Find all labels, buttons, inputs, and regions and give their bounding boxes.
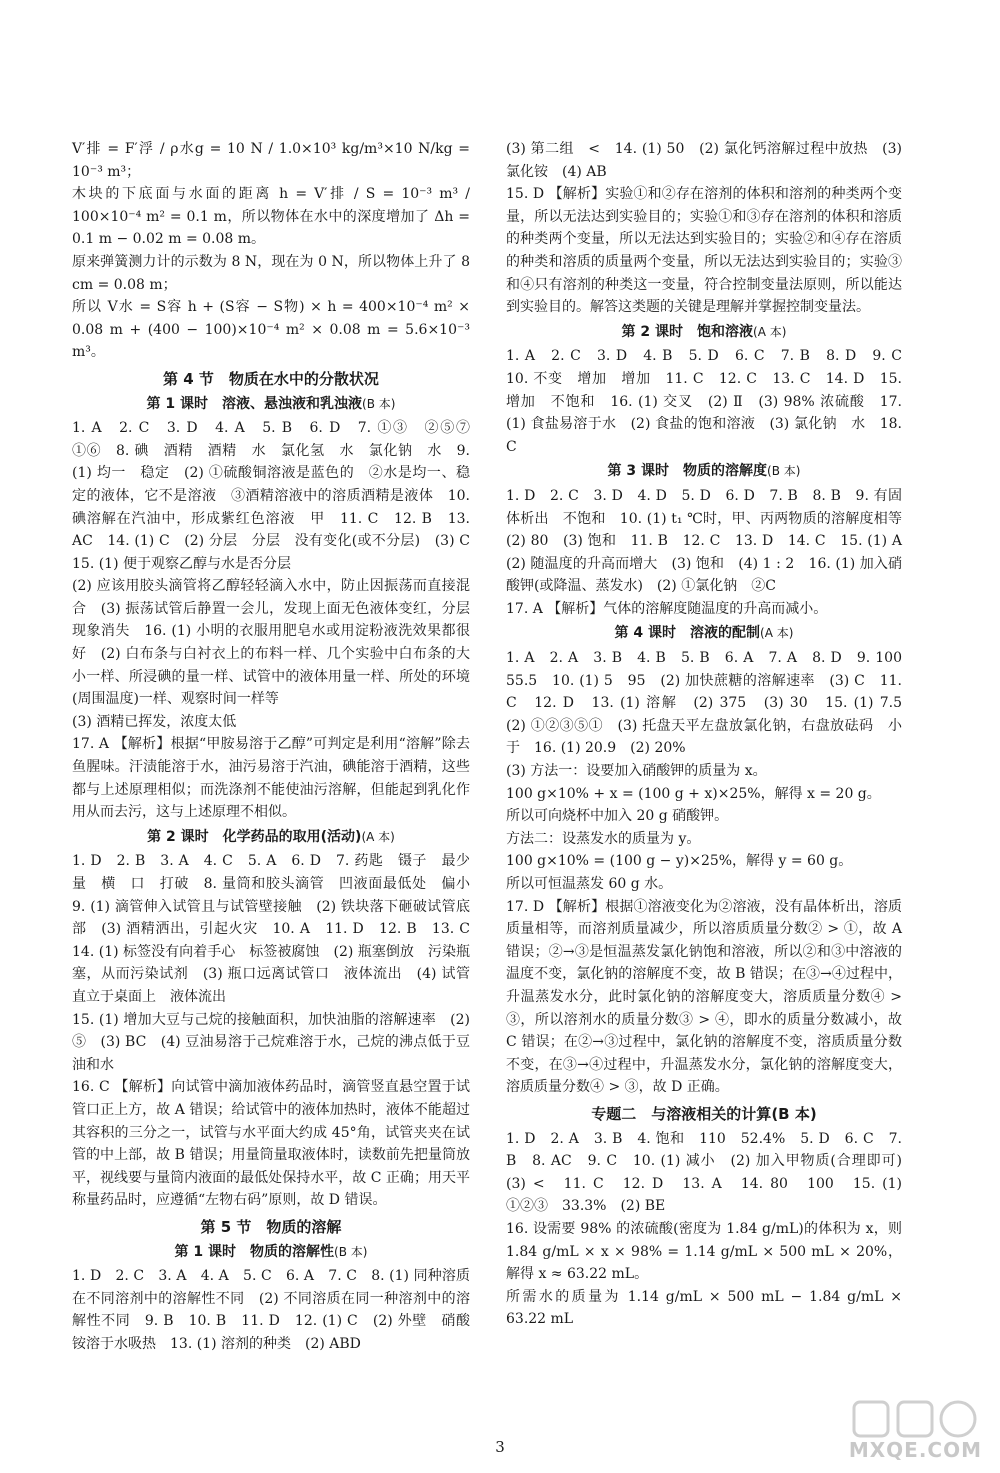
answer-paragraph: 方法二：设蒸发水的质量为 y。	[506, 830, 701, 847]
answer-paragraph: (3) 第二组 < 14. (1) 50 (2) 氯化钙溶解过程中放热 (3) 氯化铵 (4) AB	[506, 141, 902, 180]
heading-book-tag: (A 本)	[361, 829, 395, 844]
watermark-text: MXQE.COM	[848, 1438, 982, 1462]
page-number: 3	[495, 1438, 505, 1456]
section-heading	[72, 1216, 470, 1239]
answer-paragraph: 所以可恒温蒸发 60 g 水。	[506, 876, 673, 892]
section-heading	[72, 368, 470, 391]
lesson-heading	[72, 1241, 470, 1264]
heading-title: 专题二 与溶液相关的计算	[591, 1104, 772, 1123]
heading-title: 第 4 节 物质在水中的分散状况	[163, 369, 379, 388]
answer-paragraph: 100 g×10% = (100 g − y)×25%，解得 y = 60 g。	[506, 853, 853, 870]
lesson-heading	[72, 393, 470, 416]
answer-paragraph: (3) 酒精已挥发，浓度太低	[72, 713, 237, 730]
answer-paragraph: 15. (1) 增加大豆与己烷的接触面积，加快油脂的溶解速率 (2) ⑤ (3) BC (4) 豆油易溶于己烷难溶于水，己烷的沸点低于豆油和水	[72, 1011, 470, 1073]
answer-paragraph: 1. D 2. A 3. B 4. 饱和 110 52.4% 5. D 6. C 7. B 8. AC 9. C 10. (1) 减小 (2) 加入甲物质(合理即可) (3) < 11. C 12. D 13. A 14. 80 100 15. (1) ①②③ 33.3% (2) BE	[506, 1130, 916, 1215]
heading-book-tag: (B 本)	[767, 464, 801, 479]
answer-paragraph: 17. A 【解析】根据“甲胺易溶于乙醇”可判定是利用“溶解”除去鱼腥味。汗渍能溶于水，油污易溶于汽油，碘能溶于酒精，这些都与上述原理相似；而洗涤剂不能使油污溶解，但能起到乳化作用从而去污，这与上述原理不相似。	[72, 736, 470, 821]
answer-paragraph: 17. A 【解析】气体的溶解度随温度的升高而减小。	[506, 600, 828, 617]
answer-paragraph: 1. A 2. C 3. D 4. B 5. D 6. C 7. B 8. D 9. C 10. 不变 增加 增加 11. C 12. C 13. C 14. D 15. 增加 不饱和 16. (1) 交叉 (2) Ⅱ (3) 98% 浓硫酸 17. (1) 食盐易溶于水 (2) 食盐的饱和溶液 (3) 氯化钠 水 18. C	[506, 348, 916, 455]
heading-title: 第 3 课时 物质的溶解度	[607, 463, 768, 480]
answer-paragraph: 原来弹簧测力计的示数为 8 N，现在为 0 N，所以物体上升了 8 cm = 0.08 m；	[72, 253, 470, 293]
lesson-heading	[506, 622, 902, 645]
heading-title: 第 1 课时 物质的溶解性	[174, 1243, 335, 1260]
answer-paragraph: 1. D 2. C 3. D 4. D 5. D 6. D 7. B 8. B 9. 有固体析出 不饱和 10. (1) t₁ ℃时，甲、丙两物质的溶解度相等 (2) 80 (3) 饱和 11. B 12. C 13. D 14. C 15. (1) A (2) 随温度的升高而增大 (3) 饱和 (4) 1 : 2 16. (1) 加入硝酸钾(或降温、蒸发水) (2) ①氯化钠 ②C	[506, 487, 916, 595]
right-column	[506, 138, 916, 1331]
answer-paragraph: 1. A 2. A 3. B 4. B 5. B 6. A 7. A 8. D 9. 100 55.5 10. (1) 5 95 (2) 加快蔗糖的溶解速率 (3) C 11. C 12. D 13. (1) 溶解 (2) 375 (3) 30 15. (1) 7.5 (2) ①②③⑤① (3) 托盘天平左盘放氯化钠，右盘放砝码 小于 16. (1) 20.9 (2) 20%	[506, 650, 916, 757]
heading-title: 第 5 节 物质的溶解	[200, 1217, 342, 1236]
heading-title: 第 2 课时 化学药品的取用(活动)	[147, 828, 362, 845]
answer-paragraph: 17. D 【解析】根据①溶液变化为②溶液，没有晶体析出，溶质质量相等，而溶剂质量减少，所以溶质质量分数② > ①，故 A 错误；②→③是恒温蒸发氯化钠饱和溶液，所以②和③中溶液的温度不变，氯化钠的溶解度不变，故 B 错误；在③→④过程中，升温蒸发水分，此时氯化钠的溶解度变大，溶质质量分数④ > ③，所以溶剂水的质量分数③ > ④，即水的质量分数减小，故 C 错误；在②→③过程中，氯化钠的溶解度不变，溶质质量分数不变，在③→④过程中，升温蒸发水分，氯化钠的溶解度变大，溶质质量分数④ > ③，故 D 正确。	[506, 898, 902, 1096]
answer-paragraph: 木块的下底面与水面的距离 h = V′排 / S = 10⁻³ m³ / 100×10⁻⁴ m² = 0.1 m，所以物体在水中的深度增加了 Δh = 0.1 m − 0.02 m = 0.08 m。	[72, 186, 470, 248]
answer-paragraph: (2) 应该用胶头滴管将乙醇轻轻滴入水中，防止因振荡而直接混合 (3) 振荡试管后静置一会儿，发现上面无色液体变红，分层现象消失 16. (1) 小明的衣服用肥皂水或用淀粉液洗效果都很好 (2) 白布条与白衬衣上的布料一样、几个实验中白布条的大小一样、所浸碘的量一样、试管中的液体用量一样、所处的环境(周围温度)一样、观察时间一样等	[72, 578, 470, 708]
lesson-heading	[506, 321, 902, 344]
left-column	[72, 138, 484, 1355]
answer-paragraph: 100 g×10% + x = (100 g + x)×25%，解得 x = 20 g。	[506, 785, 881, 802]
answer-paragraph: 15. D 【解析】实验①和②存在溶剂的体积和溶剂的种类两个变量，所以无法达到实验目的；实验①和③存在溶剂的体积和溶质的种类两个变量，所以无法达到实验目的；实验②和④存在溶质的种类和溶质的质量两个变量，所以无法达到实验目的；实验③和④只有溶剂的种类这一变量，符合控制变量法原则，所以能达到实验目的。解答这类题的关键是理解并掌握控制变量法。	[506, 186, 902, 316]
watermark-logo	[846, 1398, 986, 1462]
heading-book-tag: (B 本)	[362, 396, 396, 411]
answer-paragraph: (3) 方法一：设要加入硝酸钾的质量为 x。	[506, 763, 767, 780]
answer-paragraph: V′排 = F′浮 / ρ水g = 10 N / 1.0×10³ kg/m³×10 N/kg = 10⁻³ m³；	[72, 141, 470, 180]
answer-paragraph: 1. A 2. C 3. D 4. A 5. B 6. D 7. ①③ ②⑤⑦ ①⑥ 8. 碘 酒精 酒精 水 氯化氢 水 氯化钠 水 9. (1) 均一 稳定 (2) ①硫酸铜溶液是蓝色的 ②水是均一、稳定的液体，它不是溶液 ③酒精溶液中的溶质酒精是液体 10. 碘溶解在汽油中，形成紫红色溶液 甲 11. C 12. B 13. AC 14. (1) C (2) 分层 分层 没有变化(或不分层) (3) C 15. (1) 便于观察乙醇与水是否分层	[72, 420, 484, 572]
answer-paragraph: 16. C 【解析】向试管中滴加液体药品时，滴管竖直悬空置于试管口正上方，故 A 错误；给试管中的液体加热时，液体不能超过其容积的三分之一，试管与水平面大约成 45°角，试管夹夹在试管的中上部，故 B 错误；用量筒量取液体时，读数前先把量筒放平，视线要与量筒内液面的最低处保持水平，故 C 正确；用天平称量药品时，应遵循“左物右码”原则，故 D 错误。	[72, 1079, 470, 1209]
answer-paragraph: 16. 设需要 98% 的浓硫酸(密度为 1.84 g/mL)的体积为 x，则 1.84 g/mL × x × 98% = 1.14 g/mL × 500 mL × 20%，解得 x ≈ 63.22 mL。	[506, 1220, 902, 1283]
heading-title: 第 4 课时 溶液的配制	[614, 625, 761, 642]
answer-paragraph: 1. D 2. C 3. A 4. A 5. C 6. A 7. C 8. (1) 同种溶质在不同溶剂中的溶解性不同 (2) 不同溶质在同一种溶剂中的溶解性不同 9. B 10. B 11. D 12. (1) C (2) 外壁 硝酸铵溶于水吸热 13. (1) 溶剂的种类 (2) ABD	[72, 1268, 470, 1352]
heading-book-tag: (A 本)	[760, 626, 794, 641]
answer-paragraph: 1. D 2. B 3. A 4. C 5. A 6. D 7. 药匙 镊子 最少量 横 口 打破 8. 量筒和胶头滴管 凹液面最低处 偏小 9. (1) 滴管伸入试管且与试管壁接触 (2) 铁块落下砸破试管底部 (3) 酒精洒出，引起火灾 10. A 11. D 12. B 13. C 14. (1) 标签没有向着手心 标签被腐蚀 (2) 瓶塞倒放 污染瓶塞，从而污染试剂 (3) 瓶口远离试管口 液体流出 (4) 试管直立于桌面上 液体流出	[72, 853, 484, 1005]
answer-paragraph: 所以 V水 = S容 h + (S容 − S物) × h = 400×10⁻⁴ m² × 0.08 m + (400 − 100)×10⁻⁴ m² × 0.08 m = 5.6×10⁻³ m³。	[72, 299, 470, 361]
answer-paragraph: 所需水的质量为 1.14 g/mL × 500 mL − 1.84 g/mL × 63.22 mL	[506, 1288, 902, 1328]
heading-book-tag: (A 本)	[753, 324, 787, 339]
heading-title: 第 2 课时 饱和溶液	[621, 323, 754, 340]
lesson-heading	[506, 460, 902, 483]
section-heading	[506, 1103, 902, 1126]
heading-book-tag: (B 本)	[771, 1104, 817, 1123]
heading-book-tag: (B 本)	[334, 1244, 368, 1259]
lesson-heading	[72, 826, 470, 849]
answer-paragraph: 所以可向烧杯中加入 20 g 硝酸钾。	[506, 808, 729, 825]
heading-title: 第 1 课时 溶液、悬浊液和乳浊液	[146, 395, 363, 412]
